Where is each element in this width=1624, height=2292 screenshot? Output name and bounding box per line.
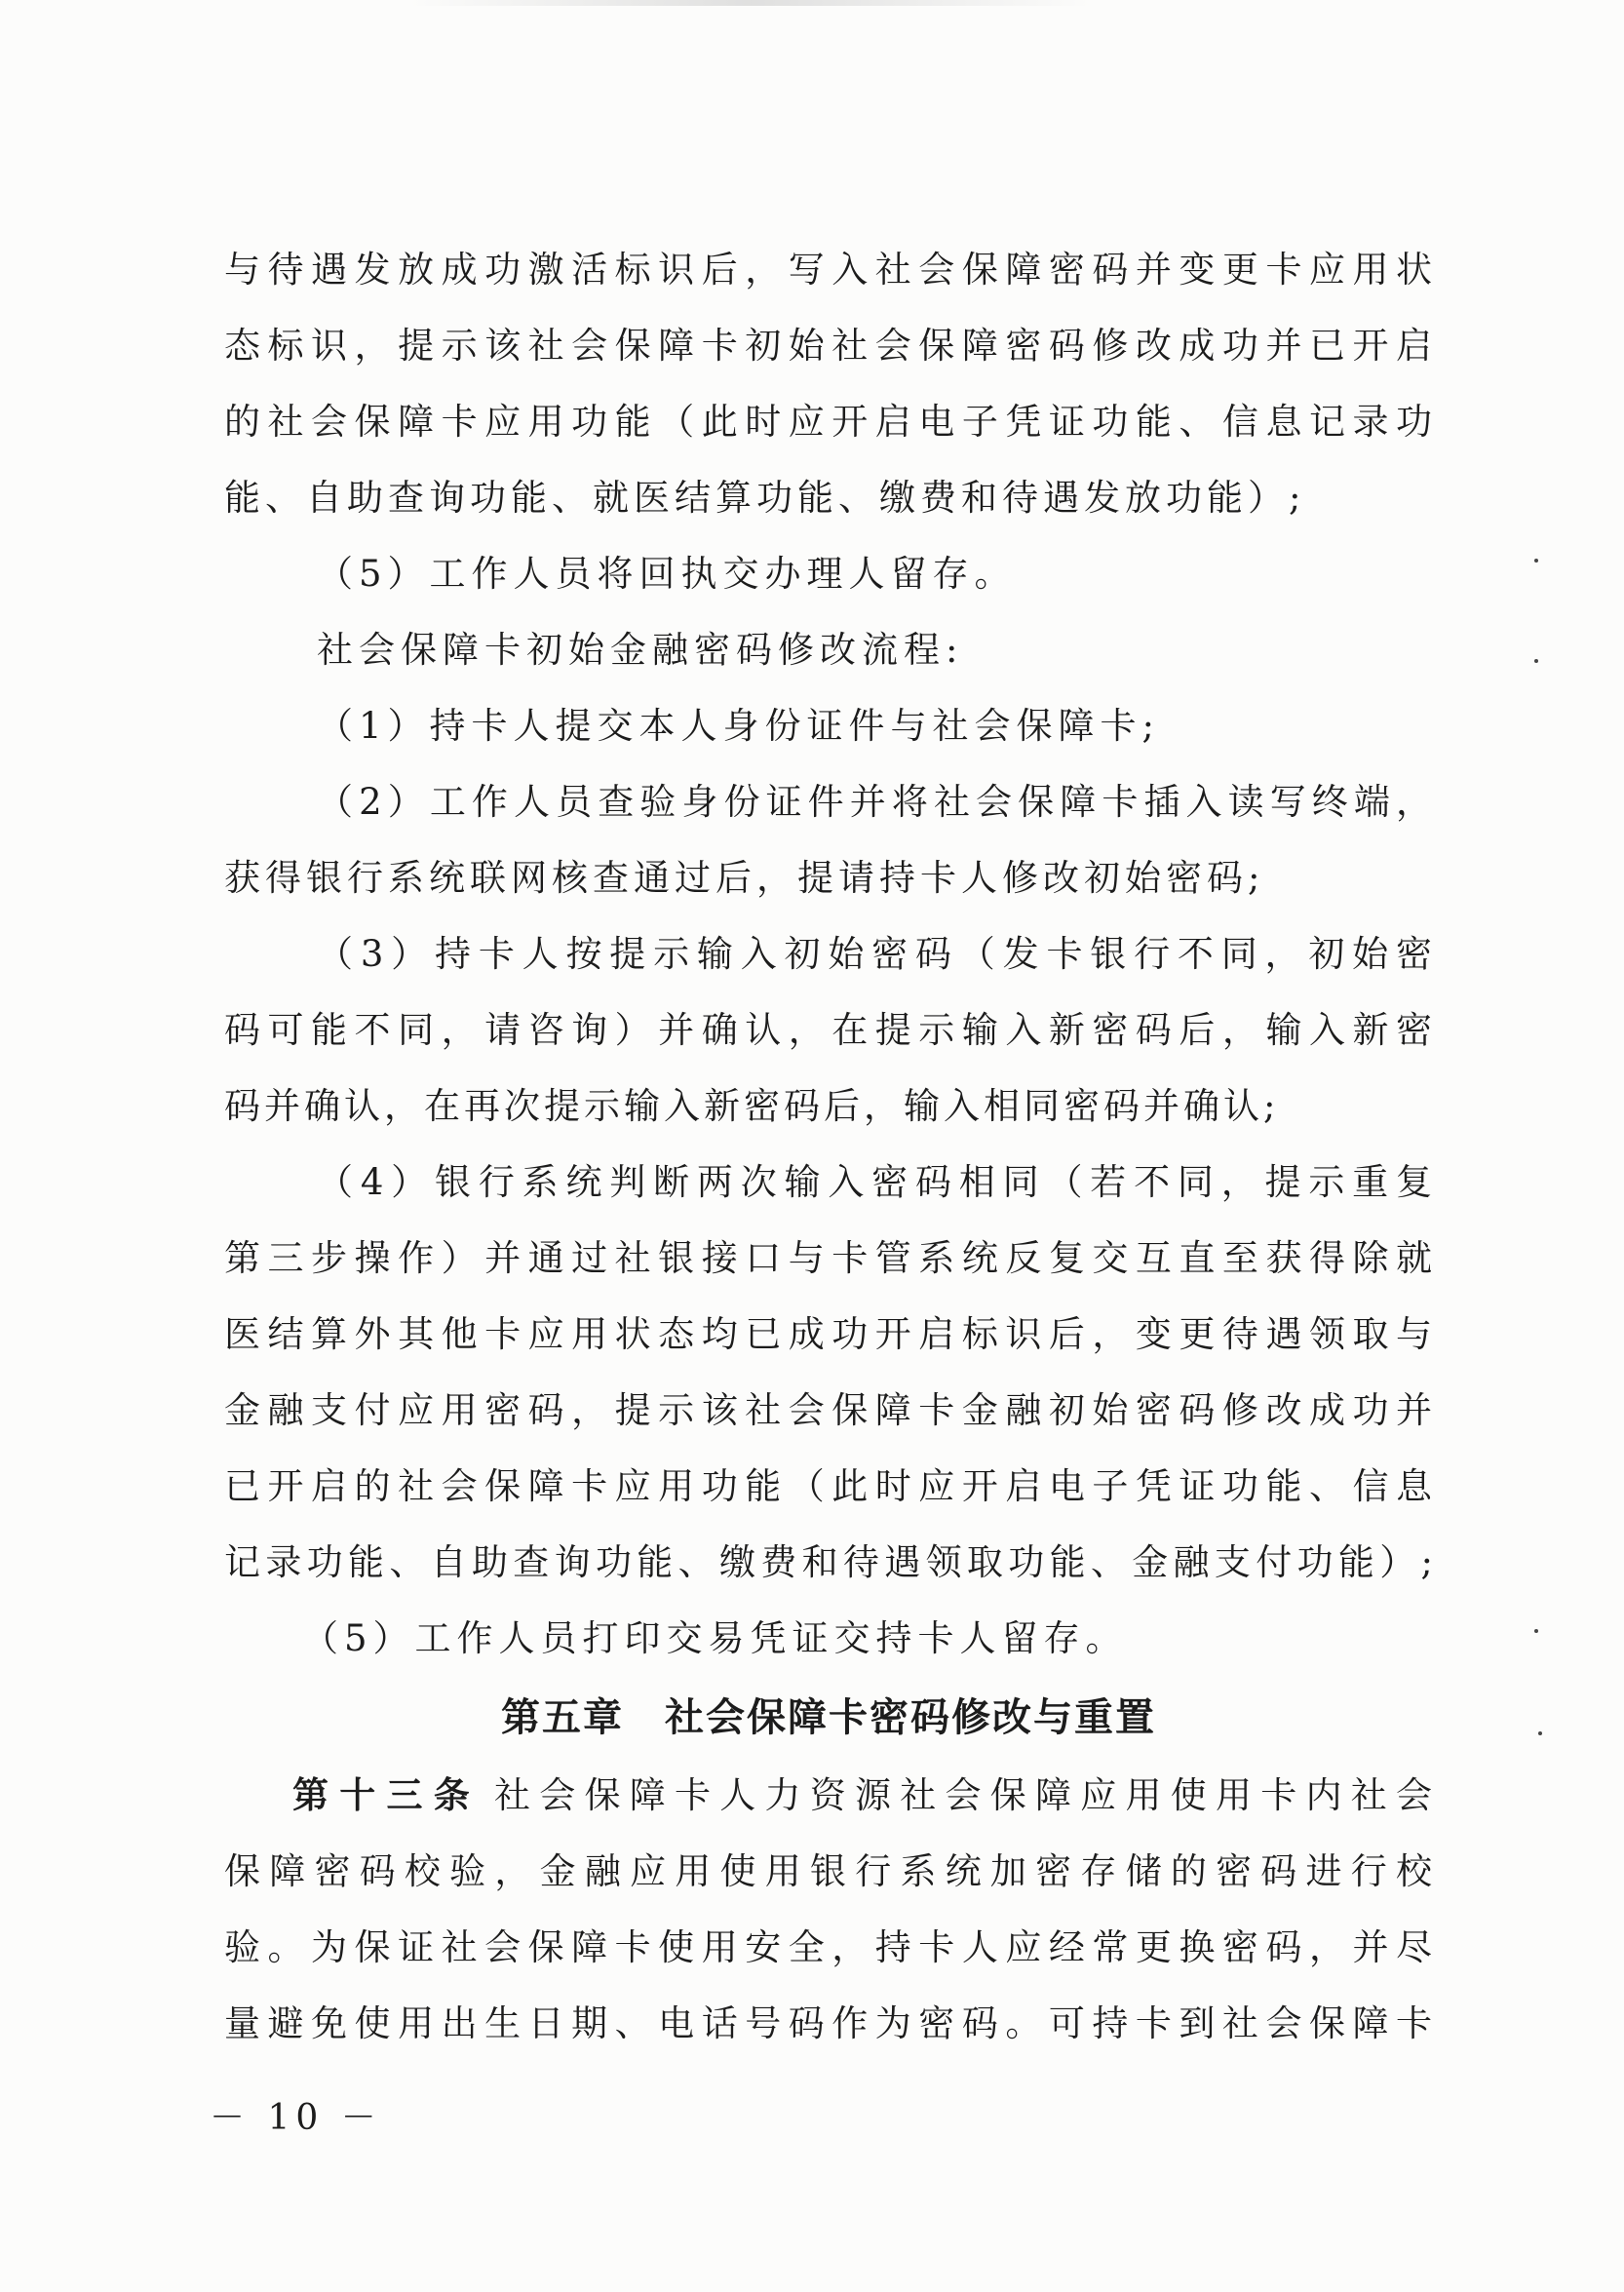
list-item: （1）持卡人提交本人身份证件与社会保障卡;: [317, 705, 1161, 747]
scan-speck: [1538, 1731, 1542, 1735]
article-text: 社会保障卡人力资源社会保障应用使用卡内社会: [494, 1774, 1433, 1816]
list-item: （2）工作人员查验身份证件并将社会保障卡插入读写终端，: [317, 781, 1433, 823]
section-intro: 社会保障卡初始金融密码修改流程:: [317, 629, 964, 671]
body-line: 的社会保障卡应用功能（此时应开启电子凭证功能、信息记录功: [224, 401, 1433, 443]
page-number: － 10 －: [210, 2098, 382, 2138]
body-line: 获得银行系统联网核查通过后，提请持卡人修改初始密码;: [224, 857, 1265, 899]
list-item: （3）持卡人按提示输入初始密码（发卡银行不同，初始密: [317, 933, 1433, 975]
list-item: （5）工作人员打印交易凭证交持卡人留存。: [302, 1617, 1128, 1659]
scan-speck: [1534, 659, 1538, 663]
scan-speck: [1534, 1629, 1538, 1633]
scan-speck: [1534, 559, 1538, 563]
body-line: 记录功能、自助查询功能、缴费和待遇领取功能、金融支付功能）;: [224, 1541, 1433, 1583]
body-line: 保障密码校验，金融应用使用银行系统加密存储的密码进行校: [224, 1850, 1433, 1892]
list-item: （4）银行系统判断两次输入密码相同（若不同，提示重复: [317, 1161, 1433, 1203]
body-line: 验。为保证社会保障卡使用安全，持卡人应经常更换密码，并尽: [224, 1926, 1433, 1968]
list-item: （5）工作人员将回执交办理人留存。: [317, 553, 1017, 595]
scan-artifact-top: [409, 0, 1092, 6]
body-line: 医结算外其他卡应用状态均已成功开启标识后，变更待遇领取与: [224, 1313, 1433, 1355]
body-line: 量避免使用出生日期、电话号码作为密码。可持卡到社会保障卡: [224, 2002, 1433, 2044]
body-line: 码并确认，在再次提示输入新密码后，输入相同密码并确认;: [224, 1085, 1280, 1127]
body-line: 与待遇发放成功激活标识后，写入社会保障密码并变更卡应用状: [224, 249, 1433, 291]
article-first-line: [292, 1767, 1433, 1825]
body-line: 第三步操作）并通过社银接口与卡管系统反复交互直至获得除就: [224, 1237, 1433, 1279]
body-line: 态标识，提示该社会保障卡初始社会保障密码修改成功并已开启: [224, 325, 1433, 367]
body-line: 能、自助查询功能、就医结算功能、缴费和待遇发放功能）;: [224, 477, 1306, 519]
article-number: 第十三条: [292, 1774, 481, 1816]
body-line: 码可能不同，请咨询）并确认，在提示输入新密码后，输入新密: [224, 1009, 1433, 1051]
body-line: 已开启的社会保障卡应用功能（此时应开启电子凭证功能、信息: [224, 1465, 1433, 1507]
chapter-heading: 第五章 社会保障卡密码修改与重置: [501, 1695, 1156, 1740]
body-line: 金融支付应用密码，提示该社会保障卡金融初始密码修改成功并: [224, 1389, 1433, 1431]
